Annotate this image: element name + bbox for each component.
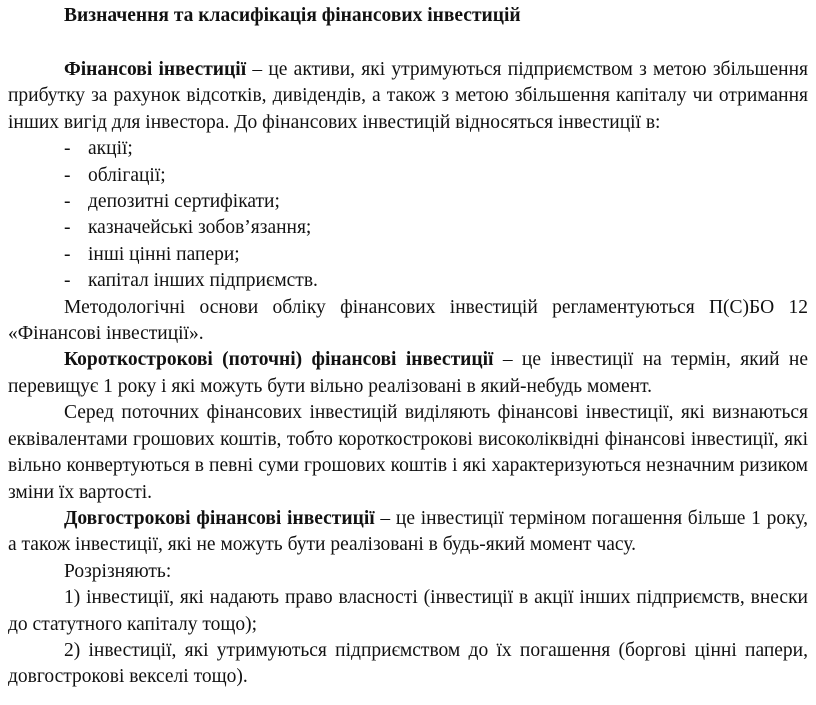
list-item: [8, 268, 808, 294]
list-item-text: інші цінні папери;: [88, 243, 240, 265]
list-dash: -: [64, 270, 71, 292]
list-item: [8, 242, 808, 268]
long-term-investments-term: Довгострокові фінансові інвестиції: [64, 507, 375, 529]
list-dash: -: [64, 243, 71, 265]
list-dash: -: [64, 217, 71, 239]
title-spacer: [8, 29, 808, 57]
financial-investments-term: Фінансові інвестиції: [64, 59, 247, 80]
list-item-text: акції;: [88, 138, 133, 160]
short-term-investments-term: Короткострокові (поточні) фінансові інвестиції: [64, 349, 494, 371]
intro-paragraph: [8, 57, 808, 136]
list-dash: -: [64, 191, 71, 213]
regulation-paragraph: Методологічні основи обліку фінансових інвестицій регламентуються П(С)БО 12 «Фінансові інвестиції».: [8, 296, 808, 345]
distinction-item: 2) інвестиції, які утримуються підприємством до їх погашення (боргові цінні папери, довгострокові векселі тощо).: [8, 639, 808, 688]
list-item: [8, 189, 808, 215]
list-item-text: казначейські зобов’язання;: [88, 217, 312, 239]
short-term-definition: – це інвестиції на термін, який не перевищує 1 року і які можуть бути вільно реалізовані в який-небудь момент.: [8, 349, 808, 397]
list-item: [8, 163, 808, 189]
short-term-paragraph: [8, 347, 808, 400]
distinction-item: 1) інвестиції, які надають право власності (інвестиції в акції інших підприємств, внески до статутного капіталу тощо);: [8, 587, 808, 635]
list-item: [8, 136, 808, 162]
cash-equivalents-paragraph: Серед поточних фінансових інвестицій виділяють фінансові інвестиції, які визнаються еквівалентами грошових коштів, тобто короткострокові високоліквідні фінансові інвестиції, які вільно конвертуються в певні суми грошових коштів і які характеризуються незначним ризиком зміни їх вартості.: [8, 402, 808, 503]
intro-definition: – це активи, які утримуються підприємством з метою збільшення прибутку за рахунок відсотків, дивідендів, а також з метою збільшення капіталу чи отримання інших вигід для інвестора. До фінансових інвестицій відносяться інвестиції в:: [8, 59, 809, 133]
investment-types-list: [8, 136, 808, 294]
document-title: Визначення та класифікація фінансових інвестицій: [64, 5, 521, 26]
list-item: [8, 215, 808, 241]
list-item-text: капітал інших підприємств.: [88, 270, 318, 292]
list-item-text: облігації;: [88, 164, 166, 186]
long-term-definition: – це інвестиції терміном погашення більше 1 року, а також інвестиції, які не можуть бути реалізовані в будь-який момент часу.: [8, 507, 808, 556]
list-item-text: депозитні сертифікати;: [88, 191, 280, 213]
list-dash: -: [64, 164, 71, 186]
distinguish-paragraph: Розрізняють:: [64, 560, 172, 582]
list-dash: -: [64, 138, 71, 160]
document-page: [8, 3, 808, 691]
long-term-paragraph: [8, 506, 808, 559]
